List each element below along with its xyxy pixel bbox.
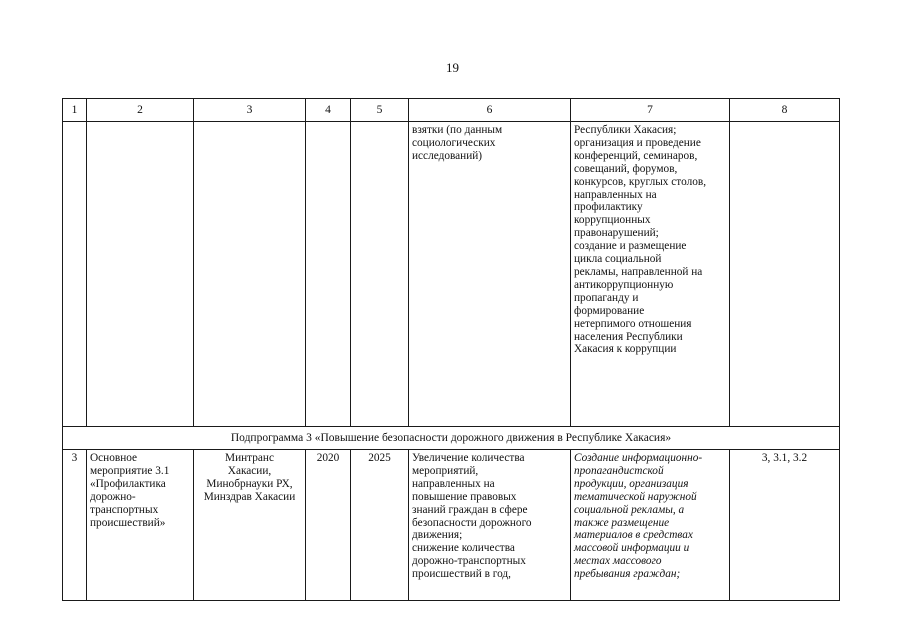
row3-start-year-cell: 2020 <box>306 450 351 601</box>
text-line: материалов в средствах <box>574 529 693 542</box>
row3-indicators-cell: 3, 3.1, 3.2 <box>730 450 840 601</box>
text-line: социологических <box>412 136 496 149</box>
text-line: цикла социальной <box>574 253 662 266</box>
row3-number-cell: 3 <box>63 450 87 601</box>
text-line: организация и проведение <box>574 136 701 149</box>
subprogram-row <box>63 427 840 450</box>
text-line: совещаний, форумов, <box>574 162 678 175</box>
text-line: снижение количества <box>412 542 515 555</box>
header-cell-6: 6 <box>409 99 571 122</box>
row3-measure-cell <box>87 450 194 601</box>
measures-table <box>62 98 840 601</box>
text-line: конкурсов, круглых столов, <box>574 175 707 188</box>
text-line: местах массового <box>574 555 662 568</box>
text-line: населения Республики <box>574 330 683 343</box>
text-line: транспортных <box>90 503 159 516</box>
text-line: конференций, семинаров, <box>574 149 698 162</box>
page-number: 19 <box>446 60 459 75</box>
text-line: рекламы, направленной на <box>574 265 703 278</box>
text-line: массовой информации и <box>574 542 690 555</box>
cell-empty <box>306 122 351 427</box>
text-line: также размещение <box>574 516 670 529</box>
header-cell-2: 2 <box>87 99 194 122</box>
cell-empty <box>63 122 87 427</box>
text-line: повышение правовых <box>412 490 517 503</box>
text-line: происшествий» <box>90 516 166 529</box>
header-cell-8: 8 <box>730 99 840 122</box>
text-line: коррупционных <box>574 214 651 227</box>
row1-results-cell <box>409 122 571 427</box>
cell-empty <box>730 122 840 427</box>
text-line: мероприятий, <box>412 464 479 477</box>
text-line: Хакасия к коррупции <box>574 343 677 356</box>
text-line: антикоррупционную <box>574 278 674 291</box>
text-line: исследований) <box>412 149 483 162</box>
text-line: Республики Хакасия; <box>574 124 677 136</box>
text-line: тематической наружной <box>574 490 697 503</box>
text-line: Минздрав Хакасии <box>203 490 296 503</box>
header-cell-3: 3 <box>194 99 306 122</box>
text-line: направленных на <box>412 477 495 490</box>
text-line: Минтранс <box>225 452 274 464</box>
cell-empty <box>194 122 306 427</box>
text-line: пропаганду и <box>574 291 639 304</box>
text-line: направленных на <box>574 188 657 201</box>
text-line: происшествий в год, <box>412 568 512 581</box>
text-line: взятки (по данным <box>412 124 503 136</box>
row3-results-cell <box>409 450 571 601</box>
text-line: «Профилактика <box>90 477 166 490</box>
text-line: Минобрнауки РХ, <box>206 477 293 490</box>
table-row <box>63 122 840 427</box>
header-row <box>63 99 840 122</box>
text-line: дорожно-транспортных <box>412 555 526 568</box>
subprogram-title: Подпрограмма 3 «Повышение безопасности дорожного движения в Республике Хакасия» <box>63 427 840 450</box>
text-line: движения; <box>412 529 463 542</box>
text-line: пропагандистской <box>574 464 664 477</box>
text-line: продукции, организация <box>574 477 689 490</box>
header-cell-5: 5 <box>351 99 409 122</box>
row1-actions-cell <box>571 122 730 427</box>
text-line: пребывания граждан; <box>574 568 681 581</box>
row3-actions-cell <box>571 450 730 601</box>
text-line: профилактику <box>574 201 643 214</box>
text-line: правонарушений; <box>574 227 659 240</box>
text-line: Создание информационно- <box>574 452 703 464</box>
text-line: знаний граждан в сфере <box>412 503 528 516</box>
text-line: дорожно- <box>90 490 136 503</box>
text-line: формирование <box>574 304 645 317</box>
text-line: Увеличение количества <box>412 452 525 464</box>
text-line: нетерпимого отношения <box>574 317 692 330</box>
header-cell-4: 4 <box>306 99 351 122</box>
text-line: мероприятие 3.1 <box>90 464 170 477</box>
text-line: социальной рекламы, а <box>574 503 685 516</box>
row3-end-year-cell: 2025 <box>351 450 409 601</box>
table-row <box>63 450 840 601</box>
header-cell-1: 1 <box>63 99 87 122</box>
row3-executors-cell <box>194 450 306 601</box>
cell-empty <box>87 122 194 427</box>
text-line: создание и размещение <box>574 240 687 253</box>
cell-empty <box>351 122 409 427</box>
text-line: Хакасии, <box>227 464 272 477</box>
text-line: Основное <box>90 452 138 464</box>
header-cell-7: 7 <box>571 99 730 122</box>
text-line: безопасности дорожного <box>412 516 532 529</box>
